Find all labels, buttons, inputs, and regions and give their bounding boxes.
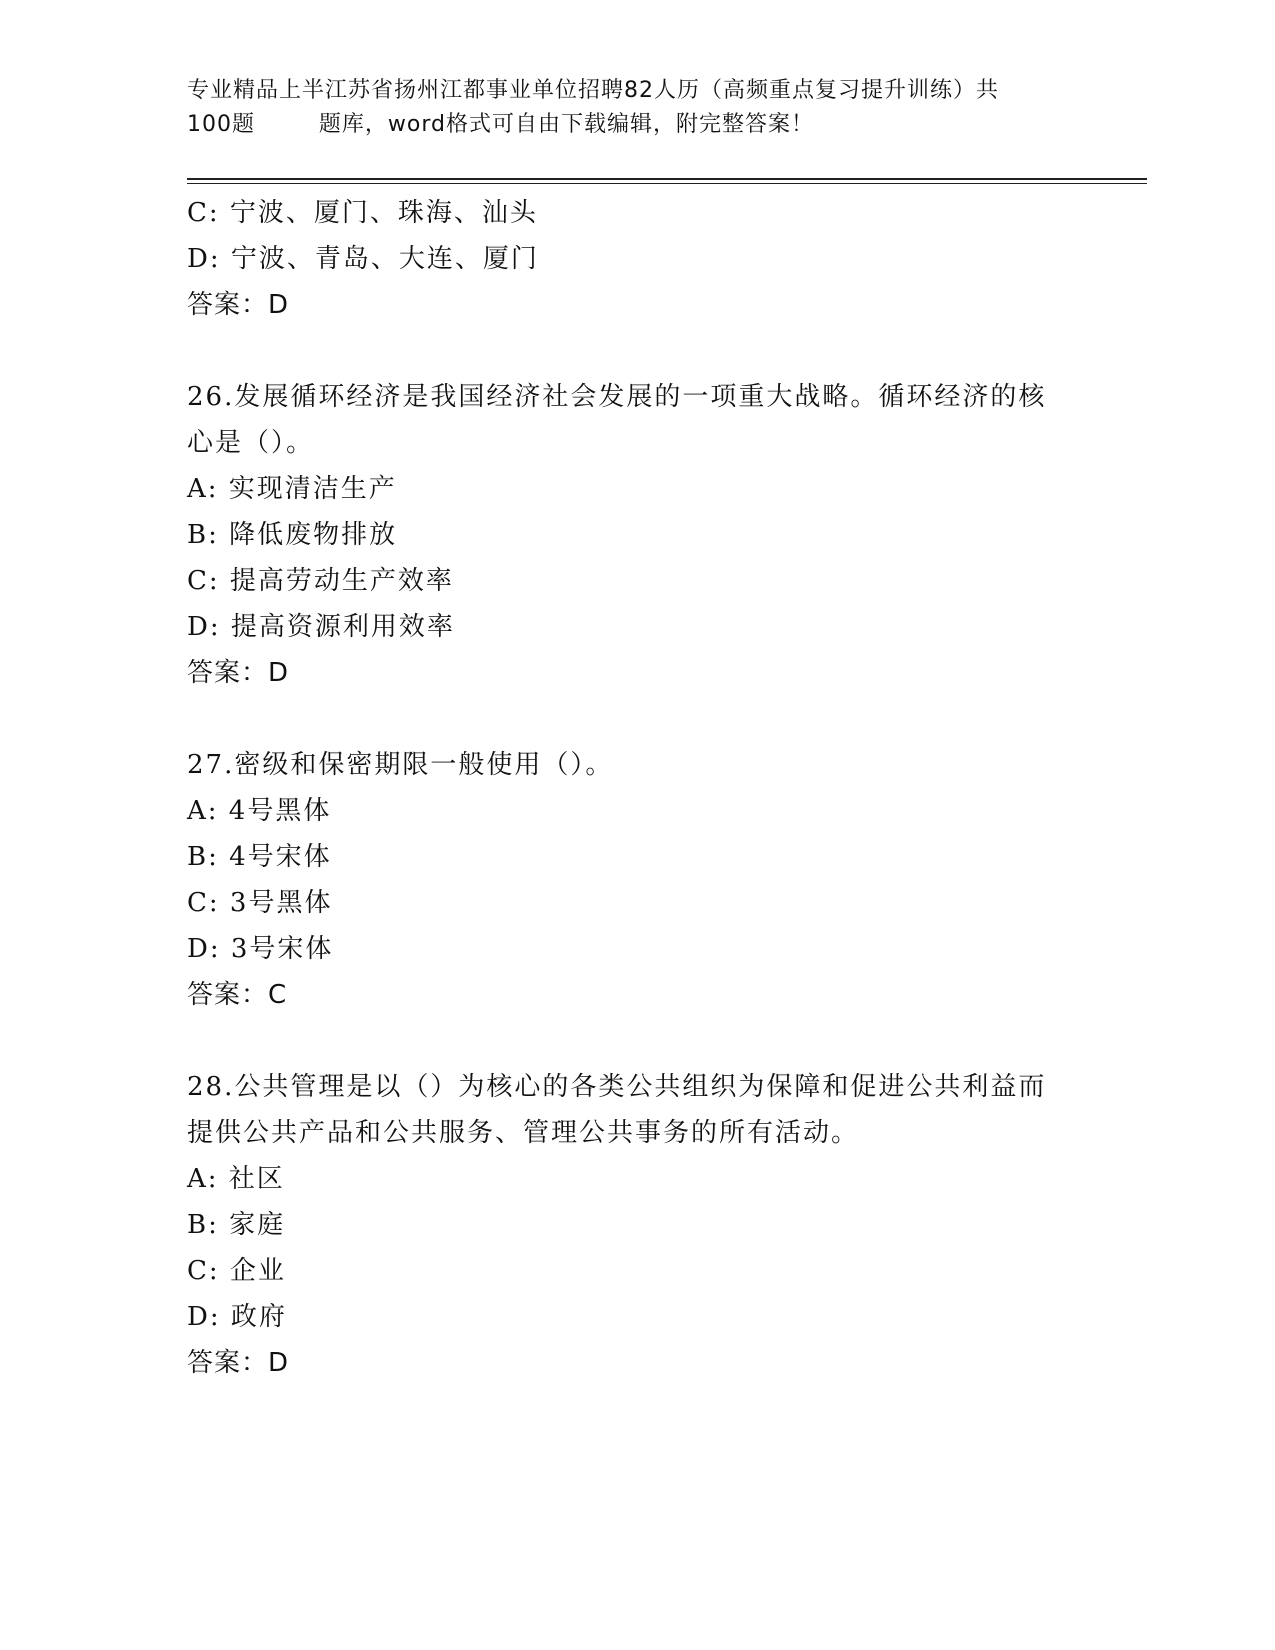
document-header [187, 74, 1087, 142]
answer-line: 答案：C [187, 980, 288, 1010]
question-content [187, 190, 1087, 1386]
option-b: B: 降低废物排放 [187, 520, 398, 550]
option-d: D: 政府 [187, 1302, 287, 1332]
question-stem: 26.发展循环经济是我国经济社会发展的一项重大战略。循环经济的核 [187, 382, 1047, 412]
header-divider-thick [187, 178, 1147, 180]
question-28 [187, 1064, 1087, 1386]
question-27 [187, 742, 1087, 1018]
option-a: A: 4号黑体 [187, 796, 332, 826]
option-d: D: 宁波、青岛、大连、厦门 [187, 244, 539, 274]
option-c: C: 宁波、厦门、珠海、汕头 [187, 198, 538, 228]
question-stem-cont: 提供公共产品和公共服务、管理公共事务的所有活动。 [187, 1118, 860, 1148]
question-stem: 28.公共管理是以（）为核心的各类公共组织为保障和促进公共利益而 [187, 1072, 1047, 1102]
option-d: D: 提高资源利用效率 [187, 612, 455, 642]
option-c: C: 提高劳动生产效率 [187, 566, 454, 596]
option-c: C: 3号黑体 [187, 888, 333, 918]
question-stem-cont: 心是（）。 [187, 428, 315, 458]
option-d: D: 3号宋体 [187, 934, 334, 964]
header-line-1: 专业精品上半江苏省扬州江都事业单位招聘82人历（高频重点复习提升训练）共 [187, 78, 999, 103]
answer-line: 答案：D [187, 1348, 290, 1378]
question-stem: 27.密级和保密期限一般使用（）。 [187, 750, 614, 780]
question-26 [187, 374, 1087, 696]
option-c: C: 企业 [187, 1256, 286, 1286]
previous-question-tail [187, 190, 1087, 328]
option-a: A: 实现清洁生产 [187, 474, 397, 504]
option-a: A: 社区 [187, 1164, 285, 1194]
answer-line: 答案：D [187, 658, 290, 688]
option-b: B: 家庭 [187, 1210, 286, 1240]
header-line-2: 100题 题库，word格式可自由下载编辑，附完整答案！ [187, 112, 815, 137]
header-divider-thin [187, 183, 1147, 184]
option-b: B: 4号宋体 [187, 842, 332, 872]
answer-line: 答案：D [187, 290, 290, 320]
